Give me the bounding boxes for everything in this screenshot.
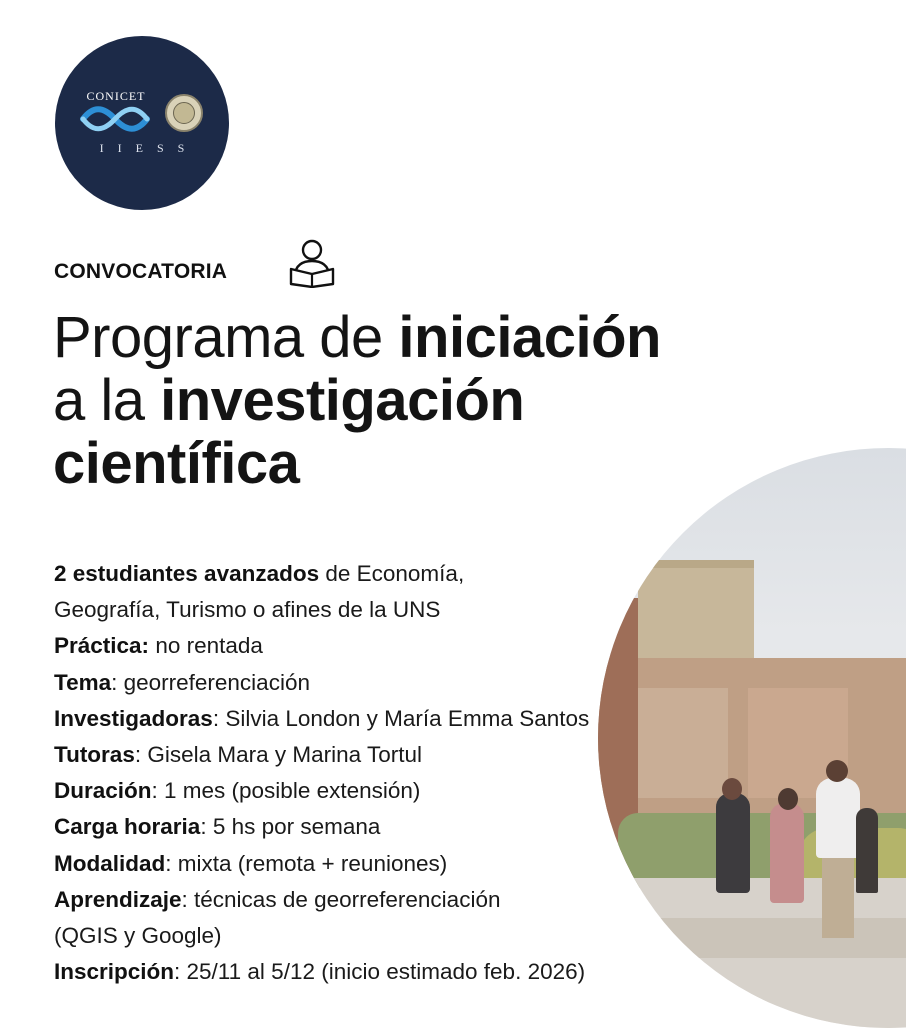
detail-label: 2 estudiantes avanzados bbox=[54, 561, 320, 586]
detail-item bbox=[54, 773, 589, 809]
detail-item bbox=[54, 846, 589, 882]
detail-value: : georreferenciación bbox=[111, 669, 310, 695]
university-seal-icon bbox=[165, 94, 203, 132]
campus-students-photo bbox=[598, 448, 906, 1028]
detail-label: Carga horaria bbox=[54, 814, 201, 840]
kicker-label: CONVOCATORIA bbox=[54, 260, 228, 283]
detail-label: Tema bbox=[54, 669, 112, 695]
detail-item bbox=[54, 882, 589, 918]
detail-value: : 1 mes (posible extensión) bbox=[151, 778, 421, 804]
title-part: iniciación bbox=[398, 305, 661, 370]
conicet-wave-icon bbox=[79, 106, 151, 132]
detail-value: : 5 hs por semana bbox=[200, 814, 381, 840]
detail-item bbox=[54, 954, 589, 990]
detail-value: : Silvia London y María Emma Santos bbox=[212, 705, 590, 731]
detail-item bbox=[54, 556, 589, 592]
detail-item bbox=[54, 701, 589, 737]
reader-icon bbox=[287, 236, 337, 288]
conicet-iiess-logo bbox=[55, 36, 229, 210]
detail-item bbox=[54, 628, 589, 664]
detail-value: : 25/11 al 5/12 (inicio estimado feb. 2026) bbox=[174, 959, 586, 985]
detail-label: Tutoras bbox=[54, 742, 135, 768]
detail-label: Duración bbox=[54, 778, 152, 804]
detail-value: de Economía, bbox=[319, 561, 465, 586]
detail-value: no rentada bbox=[149, 633, 263, 659]
detail-value: (QGIS y Google) bbox=[54, 923, 222, 949]
detail-item bbox=[54, 809, 589, 845]
detail-item bbox=[54, 737, 589, 773]
detail-value: Geografía, Turismo o afines de la UNS bbox=[54, 597, 441, 623]
detail-label: Inscripción bbox=[54, 959, 175, 985]
detail-item bbox=[54, 918, 589, 954]
detail-label: Aprendizaje bbox=[54, 886, 182, 912]
detail-item bbox=[54, 665, 589, 701]
logo-org-text: CONICET bbox=[86, 89, 146, 103]
detail-item bbox=[54, 592, 589, 628]
title-part: Programa de bbox=[53, 305, 399, 370]
detail-label: Investigadoras bbox=[54, 705, 213, 731]
details-list bbox=[54, 556, 589, 990]
detail-label: Práctica: bbox=[54, 633, 150, 659]
title-part: investigación bbox=[160, 368, 525, 433]
detail-label: Modalidad bbox=[54, 850, 166, 876]
logo-institute-text: IIESS bbox=[99, 141, 199, 155]
detail-value: : Gisela Mara y Marina Tortul bbox=[134, 742, 423, 768]
detail-value: : mixta (remota + reuniones) bbox=[165, 850, 448, 876]
detail-value: : técnicas de georreferenciación bbox=[181, 886, 501, 912]
title-part: a la bbox=[53, 368, 161, 433]
title-part: científica bbox=[53, 431, 300, 496]
page-title bbox=[53, 306, 661, 495]
